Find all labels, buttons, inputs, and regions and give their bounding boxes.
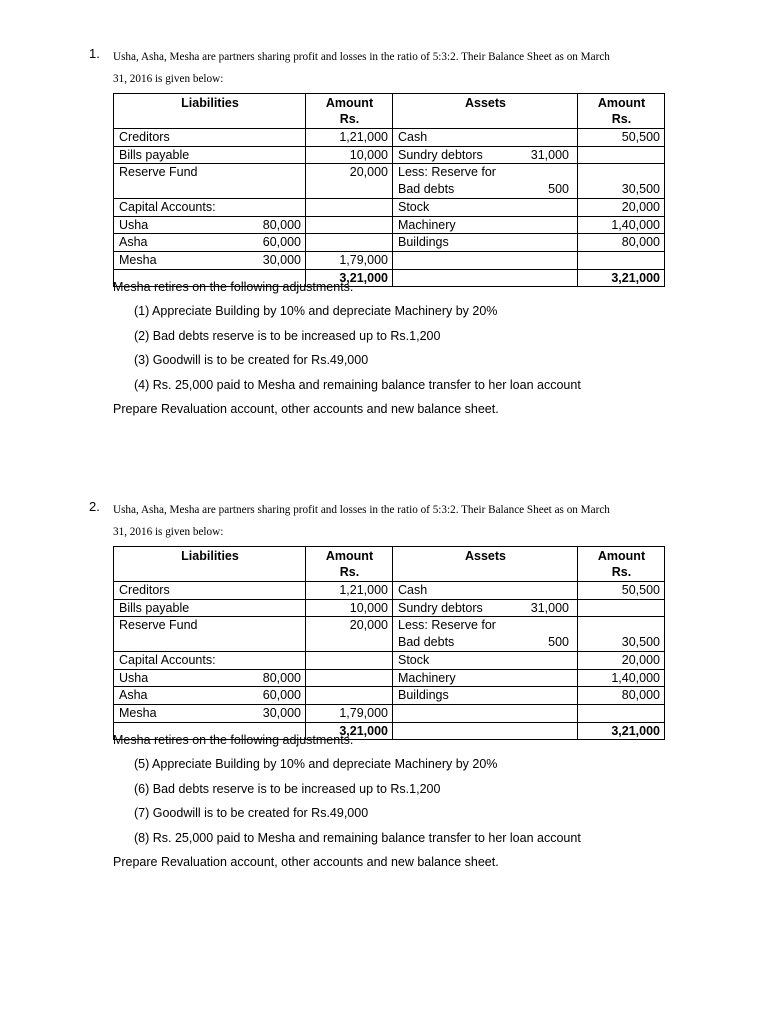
list-item: (1) Appreciate Building by 10% and depreciate Machinery by 20% [134,304,498,318]
header-liabilities: Liabilities [114,547,306,582]
mesha-label: Mesha [119,252,157,267]
usha-label: Usha [119,217,149,232]
bills-payable-label: Bills payable [114,146,306,164]
header-assets: Assets [393,94,578,129]
list-item: (8) Rs. 25,000 paid to Mesha and remaining balance transfer to her loan account [134,830,581,845]
bills-payable-amount: 10,000 [306,146,393,164]
asha-amount: 60,000 [262,688,301,703]
creditors-amount: 1,21,000 [306,582,393,600]
reserve-fund-label: Reserve Fund [114,164,306,181]
liabilities-total: 3,21,000 [306,269,393,287]
table-row [114,198,665,216]
table-row [114,164,665,181]
bad-debts-cell [393,181,578,198]
sundry-debtors-label: Sundry debtors [398,147,483,162]
header-amount: Amount Rs. [578,547,665,582]
adjustments-intro: Mesha retires on the following adjustments. [113,280,354,294]
usha-amount: 80,000 [262,217,301,232]
header-amount: Amount Rs. [306,94,393,129]
table-row [114,129,665,147]
adjustments-section [113,732,713,874]
list-item: (5) Appreciate Building by 10% and depreciate Machinery by 20% [134,757,498,771]
list-item: (6) Bad debts reserve is to be increased up to Rs.1,200 [134,781,441,796]
creditors-label: Creditors [114,129,306,147]
buildings-label: Buildings [393,234,578,252]
buildings-amount: 80,000 [578,687,665,705]
mesha-label: Mesha [119,705,157,720]
table-row [114,582,665,600]
creditors-label: Creditors [114,582,306,600]
table-row [114,216,665,234]
less-reserve-label: Less: Reserve for [393,617,578,634]
instruction: Prepare Revaluation account, other accounts and new balance sheet. [113,855,499,869]
bad-debts-label: Bad debts [398,182,455,197]
reserve-fund-amount: 20,000 [306,164,393,181]
asha-label: Asha [119,235,148,250]
cash-amount: 50,500 [578,129,665,147]
net-debtors-amount: 30,500 [578,634,665,651]
mesha-amount: 30,000 [262,705,301,720]
table-row [114,669,665,687]
table-row [114,181,665,198]
list-item: (2) Bad debts reserve is to be increased up to Rs.1,200 [134,328,441,343]
mesha-cell [114,251,306,269]
usha-amount: 80,000 [262,670,301,685]
reserve-fund-label: Reserve Fund [114,617,306,634]
adjustments-section [113,279,713,421]
assets-total: 3,21,000 [578,269,665,287]
cash-amount: 50,500 [578,582,665,600]
stem-line-1: Usha, Asha, Mesha are partners sharing profit and losses in the ratio of 5:3:2. Their Balance Sheet as on March [113,51,610,63]
creditors-amount: 1,21,000 [306,129,393,147]
assets-total: 3,21,000 [578,722,665,740]
usha-cell [114,669,306,687]
list-item: (4) Rs. 25,000 paid to Mesha and remaining balance transfer to her loan account [134,377,581,392]
list-item: (7) Goodwill is to be created for Rs.49,000 [134,806,369,820]
question-stem [113,499,703,543]
mesha-cell [114,704,306,722]
net-debtors-amount: 30,500 [578,181,665,198]
stem-line-2: 31, 2016 is given below: [113,526,224,538]
question-number: 1. [89,46,100,61]
header-liabilities: Liabilities [114,94,306,129]
sundry-debtors-cell [393,146,578,164]
balance-sheet-table [113,93,665,287]
asha-cell [114,234,306,252]
reserve-fund-amount: 20,000 [306,617,393,634]
capital-accounts-label: Capital Accounts: [114,198,306,216]
sundry-debtors-cell [393,599,578,617]
buildings-amount: 80,000 [578,234,665,252]
question-number: 2. [89,499,100,514]
table-row [114,234,665,252]
adjustments-list [113,299,713,397]
bills-payable-amount: 10,000 [306,599,393,617]
bad-debts-label: Bad debts [398,635,455,650]
usha-cell [114,216,306,234]
sundry-debtors-label: Sundry debtors [398,600,483,615]
header-assets: Assets [393,547,578,582]
machinery-label: Machinery [393,216,578,234]
balance-sheet-table [113,546,665,740]
stem-line-1: Usha, Asha, Mesha are partners sharing profit and losses in the ratio of 5:3:2. Their Balance Sheet as on March [113,504,610,516]
stock-amount: 20,000 [578,198,665,216]
liabilities-total: 3,21,000 [306,722,393,740]
instruction: Prepare Revaluation account, other accounts and new balance sheet. [113,402,499,416]
table-row [114,634,665,651]
cash-label: Cash [393,129,578,147]
table-row [114,599,665,617]
table-row [114,251,665,269]
machinery-label: Machinery [393,669,578,687]
stock-amount: 20,000 [578,651,665,669]
asha-amount: 60,000 [262,235,301,250]
asha-label: Asha [119,688,148,703]
table-row [114,617,665,634]
bad-debts-amount: 500 [548,635,569,650]
header-amount: Amount Rs. [578,94,665,129]
capital-total-amount: 1,79,000 [306,251,393,269]
table-row [114,651,665,669]
question-stem [113,46,703,90]
bad-debts-amount: 500 [548,182,569,197]
bad-debts-cell [393,634,578,651]
less-reserve-label: Less: Reserve for [393,164,578,181]
sundry-debtors-amount: 31,000 [530,147,569,162]
table-row [114,704,665,722]
machinery-amount: 1,40,000 [578,669,665,687]
capital-accounts-label: Capital Accounts: [114,651,306,669]
list-item: (3) Goodwill is to be created for Rs.49,000 [134,353,369,367]
asha-cell [114,687,306,705]
sundry-debtors-amount: 31,000 [530,600,569,615]
stock-label: Stock [393,198,578,216]
cash-label: Cash [393,582,578,600]
bills-payable-label: Bills payable [114,599,306,617]
mesha-amount: 30,000 [262,252,301,267]
stem-line-2: 31, 2016 is given below: [113,73,224,85]
table-row [114,687,665,705]
header-amount: Amount Rs. [306,547,393,582]
capital-total-amount: 1,79,000 [306,704,393,722]
adjustments-intro: Mesha retires on the following adjustments. [113,733,354,747]
usha-label: Usha [119,670,149,685]
stock-label: Stock [393,651,578,669]
machinery-amount: 1,40,000 [578,216,665,234]
table-row [114,146,665,164]
adjustments-list [113,752,713,850]
buildings-label: Buildings [393,687,578,705]
